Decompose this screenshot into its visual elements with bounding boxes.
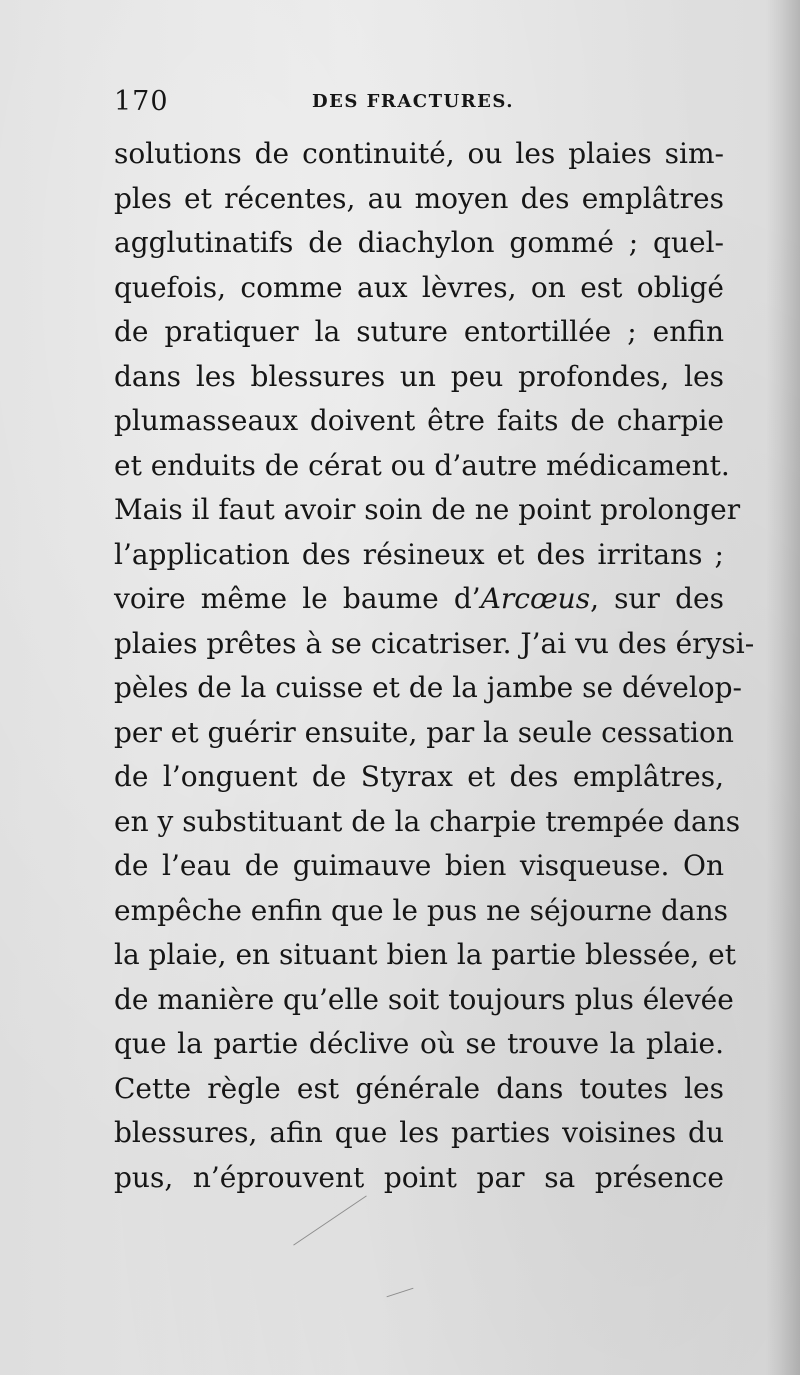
text-line: en y substituant de la charpie trempée dans — [114, 804, 741, 838]
text-line: solutions de continuité, ou les plaies sim- — [114, 137, 724, 170]
page-number: 170 — [114, 86, 169, 117]
page-header — [114, 86, 724, 118]
text-line: blessures, afin que les parties voisines du — [114, 1116, 724, 1149]
page-edge-shadow — [766, 0, 800, 1375]
text-fragment: voire même le baume d’ — [114, 582, 481, 615]
text-line: empêche enfin que le pus ne séjourne dans — [114, 893, 729, 927]
paper-scratch — [293, 1195, 367, 1245]
text-line: quefois, comme aux lèvres, on est obligé — [114, 270, 724, 304]
text-line: dans les blessures un peu profondes, les — [114, 359, 724, 393]
running-title: DES FRACTURES. — [312, 91, 515, 112]
text-line: de l’onguent de Styrax et des emplâtres, — [114, 760, 724, 793]
text-line: agglutinatifs de diachylon gommé ; quel- — [114, 226, 724, 259]
text-line: plaies prêtes à se cicatriser. J’ai vu des érysi- — [114, 626, 755, 660]
paper-scratch — [387, 1288, 414, 1298]
text-line: de l’eau de guimauve bien visqueuse. On — [114, 849, 724, 882]
text-fragment: , sur des — [590, 582, 724, 615]
text-line: l’application des résineux et des irritans ; — [114, 537, 724, 571]
text-line: Cette règle est générale dans toutes les — [114, 1071, 724, 1105]
text-line: que la partie déclive où se trouve la plaie. — [114, 1027, 724, 1060]
text-line: pèles de la cuisse et de la jambe se dévelop- — [114, 671, 743, 704]
body-text — [114, 132, 755, 1200]
italic-term: Arcœus — [480, 582, 591, 615]
text-line: ples et récentes, au moyen des emplâtres — [114, 181, 724, 215]
text-line: et enduits de cérat ou d’autre médicament. — [114, 448, 730, 482]
text-line: Mais il faut avoir soin de ne point prolonger — [114, 493, 741, 526]
text-line: pus, n’éprouvent point par sa présence — [114, 1160, 724, 1194]
text-line: la plaie, en situant bien la partie blessée, et — [114, 938, 737, 971]
text-line: plumasseaux doivent être faits de charpie — [114, 404, 724, 437]
text-line — [114, 577, 724, 622]
text-line: de pratiquer la suture entortillée ; enfin — [114, 315, 724, 348]
text-line: de manière qu’elle soit toujours plus élevée — [114, 982, 734, 1016]
text-line: per et guérir ensuite, par la seule cessation — [114, 715, 734, 749]
